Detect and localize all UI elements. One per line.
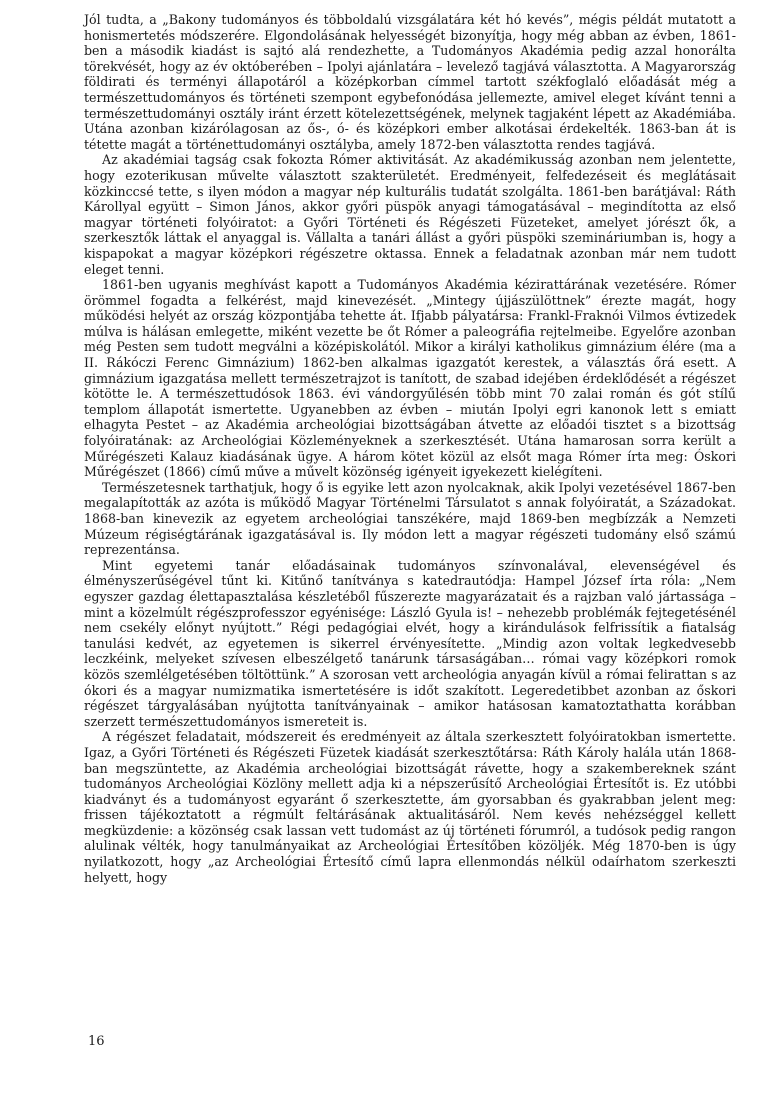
paragraph-1: Jól tudta, a „Bakony tudományos és többoldalú vizsgálatára két hó kevés”, mégis példát mutatott a honismertetés módszerére. Elgondolásának helyességét bizonyítja, hogy még abban az évben, 1861-ben a második kiadást is sajtó alá rendezhette, a Tudományos Akadémia pedig azzal honorálta törekvését, hogy az év októberében – Ipolyi ajánlatára – levelező tagjává választotta. A Magyarország földirati és terményi állapotáról a középkorban címmel tartott székfoglaló előadását még a természettudományos és történeti szempont egybefonódása jellemezte, amivel eleget kívánt tenni a természettudományi osztály iránt érzett kötelezettségének, melynek tagjaként lépett az Akadémiába. Utána azonban kizárólagosan az ős-, ó- és középkori ember alkotásai érdekelték. 1863-ban át is tétette magát a történettudományi osztályba, amely 1872-ben választotta rendes tagjává.	[84, 12, 736, 152]
paragraph-2: Az akadémiai tagság csak fokozta Rómer aktivitását. Az akadémikusság azonban nem jelentette, hogy ezoterikusan művelte választott szakterületét. Eredményeit, felfedezéseit és meglátásait közkinccsé tette, s ilyen módon a magyar nép kulturális tudatát szolgálta. 1861-ben barátjával: Ráth Károllyal együtt – Simon János, akkor győri püspök anyagi támogatásával – megindította az első magyar történeti folyóiratot: a Győri Történeti és Régészeti Füzeteket, amelyet jórészt ők, a szerkesztők láttak el anyaggal is. Vállalta a tanári állást a győri püspöki szemináriumban is, hogy a kispapokat a magyar középkori régészetre oktassa. Ennek a feladatnak azonban már nem tudott eleget tenni.	[84, 152, 736, 277]
page-number: 16	[88, 1034, 105, 1049]
paragraph-3: 1861-ben ugyanis meghívást kapott a Tudományos Akadémia kézirattárának vezetésére. Rómer örömmel fogadta a felkérést, majd kinevezését. „Mintegy újjászülöttnek” érezte magát, hogy működési helyét az ország központjába tehette át. Ifjabb pályatársa: Frankl-Fraknói Vilmos évtizedek múlva is hálásan emlegette, miként vezette be őt Rómer a paleográfia rejtelmeibe. Egyelőre azonban még Pesten sem tudott megválni a középiskolától. Mikor a királyi katholikus gimnázium élére (ma a II. Rákóczi Ferenc Gimnázium) 1862-ben alkalmas igazgatót kerestek, a választás őrá esett. A gimnázium igazgatása mellett természetrajzot is tanított, de szabad idejében érdeklődését a régészet kötötte le. A természettudósok 1863. évi vándorgyűlésén több mint 70 zalai román és gót stílű templom állapotát ismertette. Ugyanebben az évben – miután Ipolyi egri kanonok lett s emiatt elhagyta Pestet – az Akadémia archeológiai bizottságában átvette az előadói tisztet s a bizottság folyóiratának: az Archeológiai Közleményeknek a szerkesztését. Utána hamarosan sorra került a Műrégészeti Kalauz kiadásának ügye. A három kötet közül az elsőt maga Rómer írta meg: Óskori Műrégészet (1866) című műve a művelt közönség igényeit igyekezett kielégíteni.	[84, 277, 736, 480]
document-body	[84, 12, 736, 885]
paragraph-6: A régészet feladatait, módszereit és eredményeit az általa szerkesztett folyóiratokban ismertette. Igaz, a Győri Történeti és Régészeti Füzetek kiadását szerkesztőtársa: Ráth Károly halála után 1868-ban megszüntette, az Akadémia archeológiai bizottságát rávette, hogy a szakembereknek szánt tudományos Archeológiai Közlöny mellett adja ki a népszerűsítő Archeológiai Értesítőt is. Ez utóbbi kiadványt és a tudományost egyaránt ő szerkesztette, ám gyorsabban és gyakrabban jelent meg: frissen tájékoztatott a régmúlt feltárásának aktualitásáról. Nem kevés nehézséggel kellett megküzdenie: a közönség csak lassan vett tudomást az új történeti fórumról, a tudósok pedig rangon alulinak vélték, hogy tanulmányaikat az Archeológiai Értesítőben közöljék. Még 1870-ben is úgy nyilatkozott, hogy „az Archeológiai Értesítő című lapra ellenmondás nélkül odaírhatom szerkeszti helyett, hogy	[84, 729, 736, 885]
paragraph-4: Természetesnek tarthatjuk, hogy ő is egyike lett azon nyolcaknak, akik Ipolyi vezetésével 1867-ben megalapították az azóta is működő Magyar Történelmi Társulatot s annak folyóiratát, a Századokat. 1868-ban kinevezik az egyetem archeológiai tanszékére, majd 1869-ben megbízzák a Nemzeti Múzeum régiségtárának igazgatásával is. Ily módon lett a magyar régészeti tudomány első számú reprezentánsa.	[84, 479, 736, 558]
paragraph-5: Mint egyetemi tanár előadásainak tudományos színvonalával, elevenségével és élményszerűségével tűnt ki. Kitűnő tanítványa s katedrautódja: Hampel József írta róla: „Nem egyszer gazdag élettapasztalása készletéből fűszerezte magyarázatait és a rajzban való jártassága – mint a közelmúlt régészprofesszor egyénisége: László Gyula is! – nehezebb problémák fejtegetésénél nem csekély előnyt nyújtott.” Régi pedagógiai elvét, hogy a kirándulások felfrissítik a fiatalság tanulási kedvét, az egyetemen is sikerrel érvényesítette. „Mindig azon voltak legkedvesebb leczkéink, melyeket szívesen elbeszélgető tanárunk társaságában… római vagy középkori romok közös szemlélgetésében töltöttünk.” A szorosan vett archeológia anyagán kívül a római felirattan s az ókori és a magyar numizmatika ismertetésére is időt szakított. Legeredetibbet azonban az őskori régészet tárgyalásában nyújtotta tanítványainak – amikor hatásosan kamatoztathatta korábban szerzett természettudományos ismereteit is.	[84, 557, 736, 729]
